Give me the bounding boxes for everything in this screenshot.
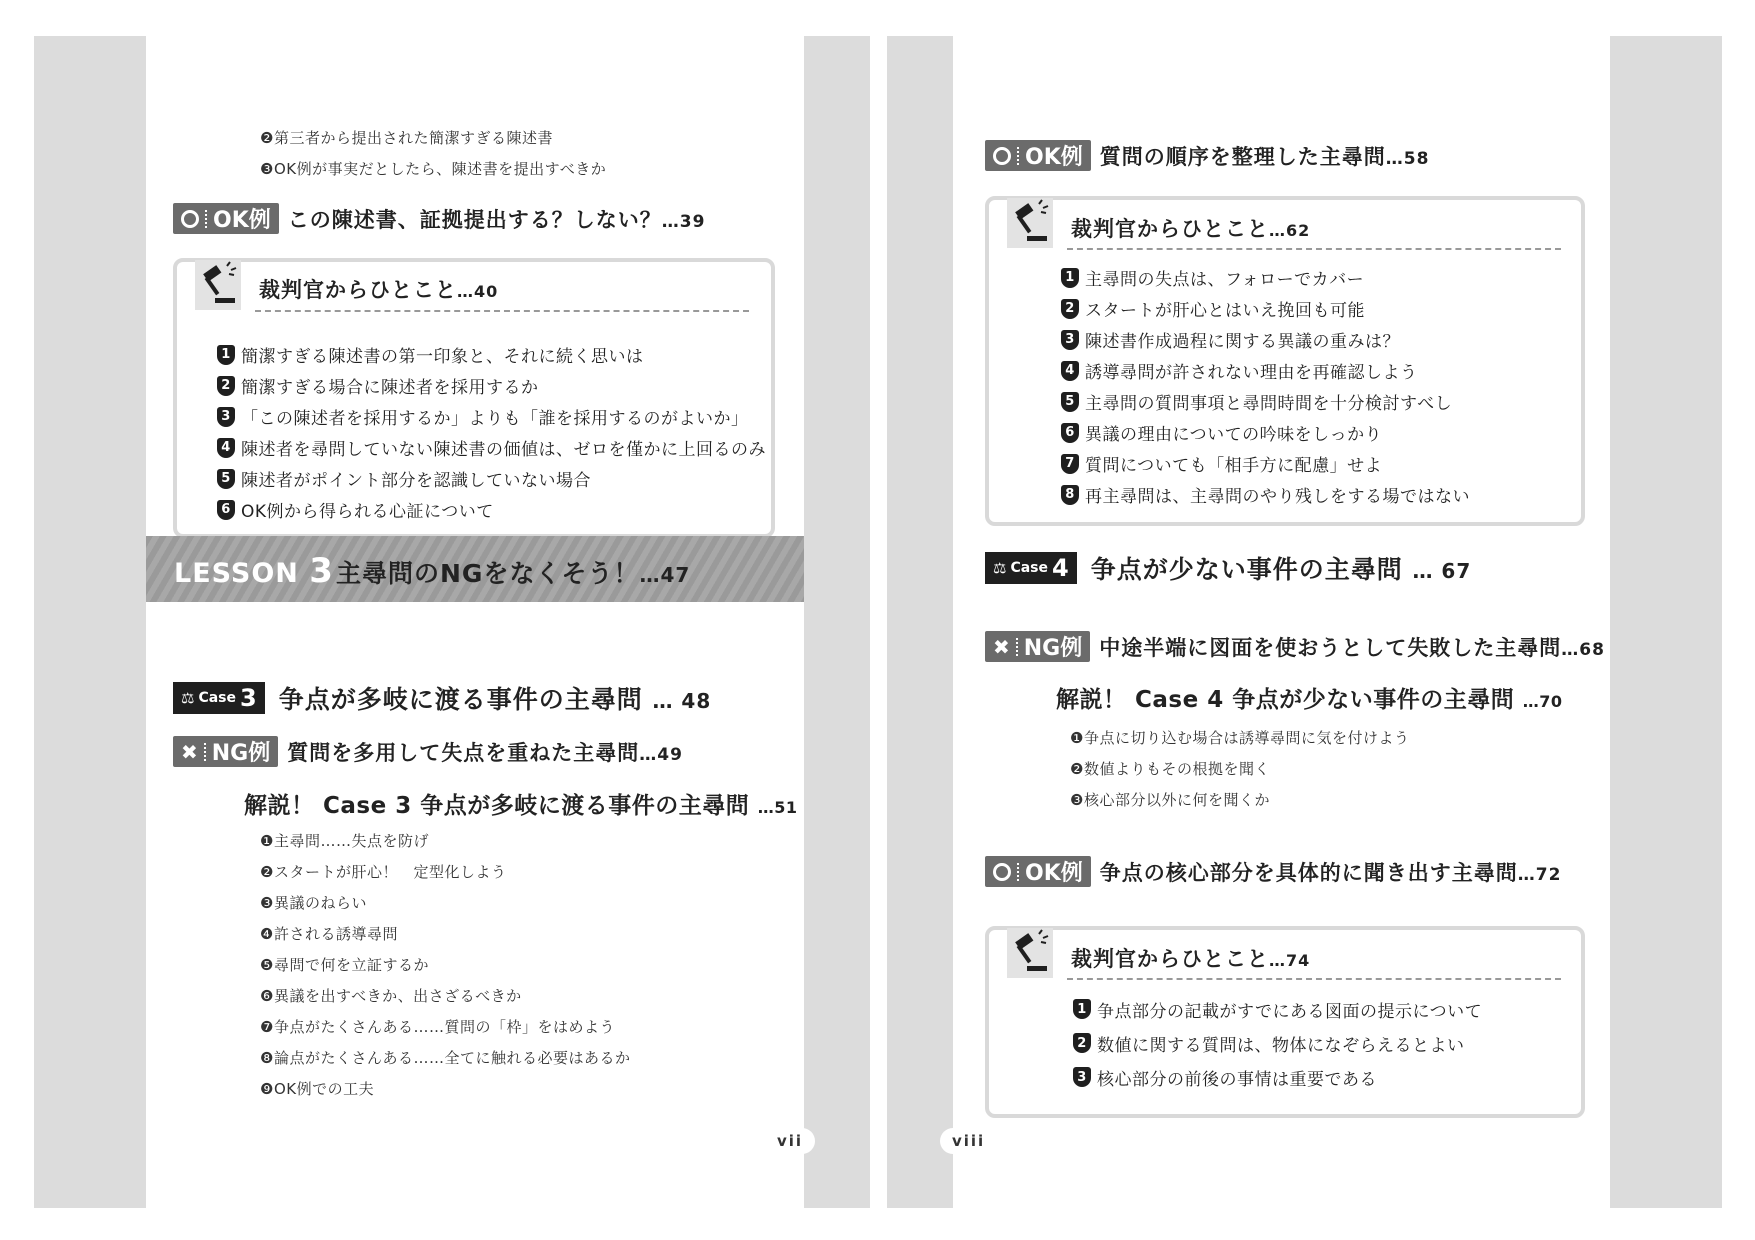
- ok-heading-title: この陳述書、証拠提出する？しない？: [287, 207, 662, 232]
- explanation-items-3: [260, 830, 630, 1109]
- explanation-heading-4: 解説！ Case 4 争点が少ない事件の主尋問 …70: [1056, 687, 1563, 713]
- ng-heading-1: ✖ NG例 質問を多用して失点を重ねた主尋問…49: [173, 736, 683, 767]
- cross-icon: ✖: [181, 739, 198, 764]
- explanation-heading-3: 解説！ Case 3 争点が多岐に渡る事件の主尋問 …51: [244, 793, 798, 819]
- judge-item: 7 質問についても「相手方に配慮」せよ: [1061, 448, 1470, 479]
- judge-item: 4 陳述者を尋問していない陳述書の価値は、ゼロを僅かに上回るのみ: [217, 432, 766, 463]
- gavel-icon: [1007, 198, 1053, 248]
- gavel-icon: [1007, 928, 1053, 978]
- explanation-item: ❹許される誘導尋問: [260, 925, 398, 943]
- judge-item: 2 数値に関する質問は、物体になぞらえるとよい: [1073, 1026, 1482, 1060]
- explanation-item: ❼争点がたくさんある……質問の「枠」をはめよう: [260, 1018, 615, 1036]
- shield-number-icon: 7: [1061, 454, 1079, 474]
- judge-item: 5 陳述者がポイント部分を認識していない場合: [217, 463, 766, 494]
- ok-badge: OK例: [173, 203, 279, 234]
- explanation-item: ❷数値よりもその根拠を聞く: [1070, 760, 1270, 778]
- judge-title: 裁判官からひとこと: [259, 278, 457, 302]
- explanation-items-4: [1070, 727, 1409, 820]
- explanation-item: ❽論点がたくさんある……全てに触れる必要はあるか: [260, 1049, 631, 1067]
- ok-badge: OK例: [985, 856, 1091, 887]
- shield-number-icon: 3: [1073, 1067, 1091, 1087]
- judge-item: 1 主尋問の失点は、フォローでカバー: [1061, 262, 1470, 293]
- page-number-right: viii: [940, 1128, 997, 1154]
- judge-item: 6 OK例から得られる心証について: [217, 494, 766, 525]
- judge-box-1: [173, 258, 775, 538]
- judge-item: 3 「この陳述者を採用するか」よりも「誰を採用するのがよいか」: [217, 401, 766, 432]
- explanation-item: ❻異議を出すべきか、出さざるべきか: [260, 987, 522, 1005]
- shield-number-icon: 6: [217, 500, 235, 520]
- subitem-left-top-1: ❷第三者から提出された簡潔すぎる陳述書: [260, 129, 553, 147]
- ok-badge: OK例: [985, 140, 1091, 171]
- shield-number-icon: 4: [217, 438, 235, 458]
- judge-item: 3 核心部分の前後の事情は重要である: [1073, 1060, 1482, 1094]
- shield-number-icon: 8: [1061, 485, 1079, 505]
- judge-box-2: 裁判官からひとこと…62 1 主尋問の失点は、フォローでカバー 2 スタートが肝心とはいえ挽回も可能 3 陳述書作成過程に関する異議の重みは？ 4 誘導尋問が許されない理由を再確認しよう 5 主尋問の質問事項と尋問時間を十分検討すべし 6 異議の理由についての吟味をしっかり 7 質問についても「相手方に配慮」せよ 8 再主尋問は、主尋問のやり残しをする場ではない: [985, 196, 1585, 526]
- judge-item: 3 陳述書作成過程に関する異議の重みは？: [1061, 324, 1470, 355]
- shield-number-icon: 3: [217, 407, 235, 427]
- scale-icon: ⚖: [993, 559, 1007, 577]
- explanation-item: ❾OK例での工夫: [260, 1080, 375, 1098]
- shield-number-icon: 5: [1061, 392, 1079, 412]
- judge-item: 4 誘導尋問が許されない理由を再確認しよう: [1061, 355, 1470, 386]
- page-number-left: vii: [765, 1128, 815, 1154]
- ng-badge: ✖ NG例: [173, 736, 278, 767]
- case-badge: ⚖ Case 3: [173, 682, 265, 714]
- shield-number-icon: 1: [1073, 999, 1091, 1019]
- scale-icon: ⚖: [181, 689, 195, 707]
- explanation-item: ❷スタートが肝心！ 定型化しよう: [260, 863, 507, 881]
- gavel-icon: [195, 260, 241, 310]
- case-heading-3: ⚖ Case 3 争点が多岐に渡る事件の主尋問 … 48: [173, 680, 711, 716]
- judge-item: 1 簡潔すぎる陳述書の第一印象と、それに続く思いは: [217, 339, 766, 370]
- subitem-left-top-2: ❸OK例が事実だとしたら、陳述書を提出すべきか: [260, 160, 607, 178]
- judge-item: 2 簡潔すぎる場合に陳述者を採用するか: [217, 370, 766, 401]
- shield-number-icon: 3: [1061, 330, 1079, 350]
- shield-number-icon: 2: [1073, 1033, 1091, 1053]
- shield-number-icon: 2: [217, 376, 235, 396]
- lesson-title: 主尋問のNGをなくそう！…47: [336, 559, 691, 588]
- judge-item: 1 争点部分の記載がすでにある図面の提示について: [1073, 992, 1482, 1026]
- explanation-item: ❺尋問で何を立証するか: [260, 956, 429, 974]
- shield-number-icon: 5: [217, 469, 235, 489]
- ok-heading-page: …39: [661, 211, 706, 232]
- ok-heading-1: [173, 203, 705, 234]
- shield-number-icon: 6: [1061, 423, 1079, 443]
- ok-heading-2: OK例 質問の順序を整理した主尋問…58: [985, 140, 1429, 171]
- judge-box-3: 裁判官からひとこと…74 1 争点部分の記載がすでにある図面の提示について 2 数値に関する質問は、物体になぞらえるとよい 3 核心部分の前後の事情は重要である: [985, 926, 1585, 1118]
- shield-number-icon: 1: [217, 345, 235, 365]
- circle-icon: [181, 210, 199, 228]
- shield-number-icon: 2: [1061, 299, 1079, 319]
- explanation-item: ❸核心部分以外に何を聞くか: [1070, 791, 1270, 809]
- divider: [1067, 248, 1561, 250]
- case-badge: ⚖ Case 4: [985, 552, 1077, 584]
- explanation-item: ❶主尋問……失点を防げ: [260, 832, 429, 850]
- shield-number-icon: 1: [1061, 268, 1079, 288]
- judge-item: 5 主尋問の質問事項と尋問時間を十分検討すべし: [1061, 386, 1470, 417]
- divider: [255, 310, 749, 312]
- lesson-band: [146, 536, 804, 602]
- lesson-label: LESSON 3: [174, 551, 334, 591]
- ok-heading-3: OK例 争点の核心部分を具体的に聞き出す主尋問…72: [985, 856, 1561, 887]
- judge-page: …40: [457, 282, 499, 301]
- divider: [1067, 978, 1561, 980]
- judge-item: 2 スタートが肝心とはいえ挽回も可能: [1061, 293, 1470, 324]
- circle-icon: [993, 863, 1011, 881]
- shield-number-icon: 4: [1061, 361, 1079, 381]
- circle-icon: [993, 147, 1011, 165]
- judge-item: 6 異議の理由についての吟味をしっかり: [1061, 417, 1470, 448]
- explanation-item: ❶争点に切り込む場合は誘導尋問に気を付けよう: [1070, 729, 1410, 747]
- explanation-item: ❸異議のねらい: [260, 894, 367, 912]
- judge-item: 8 再主尋問は、主尋問のやり残しをする場ではない: [1061, 479, 1470, 510]
- ng-heading-2: ✖ NG例 中途半端に図面を使おうとして失敗した主尋問…68: [985, 631, 1605, 662]
- case-heading-4: ⚖ Case 4 争点が少ない事件の主尋問 … 67: [985, 550, 1471, 586]
- cross-icon: ✖: [993, 634, 1010, 659]
- ng-badge: ✖ NG例: [985, 631, 1090, 662]
